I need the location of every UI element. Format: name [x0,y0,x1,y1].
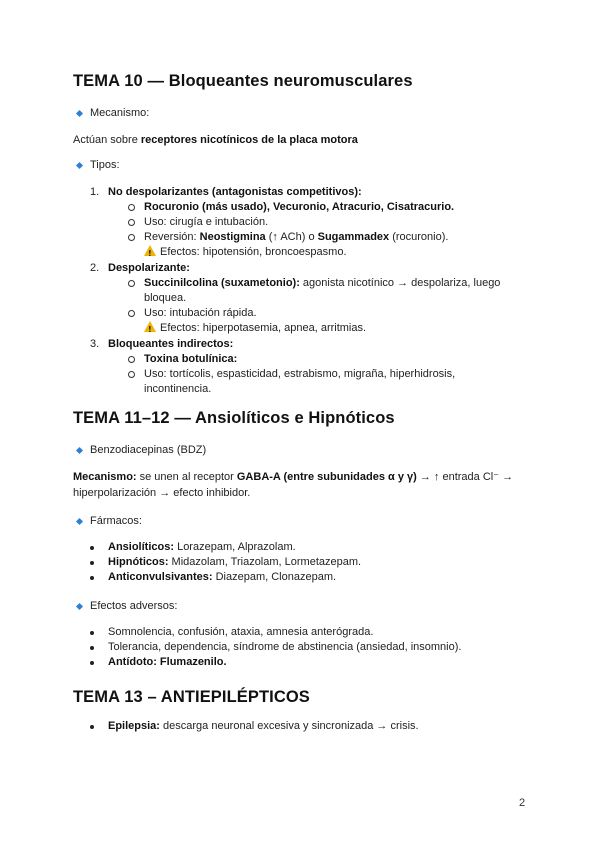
tipos-label: Tipos: [76,159,120,171]
mecanismo-label: Mecanismo: [76,107,149,119]
list-item-title: Despolarizante: [108,262,190,274]
farmacos-label: Fármacos: [76,515,142,527]
disc-bullet-icon [90,661,94,665]
list-number: 1. [90,186,100,198]
list-number: 2. [90,262,100,274]
disc-bullet-icon [90,576,94,580]
tema11-heading: TEMA 11–12 — Ansiolíticos e Hipnóticos [73,409,395,427]
adversos-label: Efectos adversos: [76,600,177,612]
list-number: 3. [90,338,100,350]
warning-line: !Efectos: hipotensión, broncoespasmo. [144,245,347,260]
diamond-bullet-icon [76,602,83,609]
circle-bullet-icon [128,371,135,378]
mecanismo-text: Actúan sobre receptores nicotínicos de la placa motora [73,134,358,146]
disc-bullet-icon [90,631,94,635]
bdz-label: Benzodiacepinas (BDZ) [76,444,206,456]
circle-bullet-icon [128,356,135,363]
list-item-title: Bloqueantes indirectos: [108,338,234,350]
diamond-bullet-icon [76,109,83,116]
disc-bullet-icon [90,561,94,565]
circle-bullet-icon [128,310,135,317]
list-item: Anticonvulsivantes: Diazepam, Clonazepam. [108,571,337,583]
disc-bullet-icon [90,646,94,650]
list-item: Tolerancia, dependencia, síndrome de abstinencia (ansiedad, insomnio). [108,641,462,653]
list-item-title: No despolarizantes (antagonistas competitivos): [108,186,362,198]
sub-item: Uso: intubación rápida. [144,307,257,319]
list-item: Epilepsia: descarga neuronal excesiva y sincronizada → crisis. [108,720,419,732]
diamond-bullet-icon [76,517,83,524]
sub-item: Succinilcolina (suxametonio): agonista nicotínico → despolariza, luego [144,277,501,289]
page-number: 2 [519,797,526,809]
diamond-bullet-icon [76,446,83,453]
disc-bullet-icon [90,725,94,729]
tema13-heading: TEMA 13 – ANTIEPILÉPTICOS [73,688,310,706]
sub-item: Reversión: Neostigmina (↑ ACh) o Sugammadex (rocuronio). [144,231,449,243]
diamond-bullet-icon [76,161,83,168]
warning-icon [144,245,156,256]
warning-icon [144,321,156,332]
list-item: Ansiolíticos: Lorazepam, Alprazolam. [108,541,296,553]
sub-item: Uso: tortícolis, espasticidad, estrabismo, migraña, hiperhidrosis, [144,368,456,380]
warning-line: !Efectos: hiperpotasemia, apnea, arritmias. [144,321,366,336]
list-item: Hipnóticos: Midazolam, Triazolam, Lormetazepam. [108,556,362,568]
circle-bullet-icon [128,280,135,287]
mecanismo-bdz-text: Mecanismo: se unen al receptor GABA-A (entre subunidades α y γ) → ↑ entrada Cl⁻ → hiperpolarización → efecto inhibidor. [73,471,514,499]
sub-item-continuation: incontinencia. [144,383,212,395]
list-item: Antídoto: Flumazenilo. [108,656,227,668]
sub-item: Uso: cirugía e intubación. [144,216,269,228]
tema10-heading: TEMA 10 — Bloqueantes neuromusculares [73,72,413,90]
circle-bullet-icon [128,219,135,226]
sub-item: Rocuronio (más usado), Vecuronio, Atracurio, Cisatracurio. [144,201,455,213]
circle-bullet-icon [128,234,135,241]
circle-bullet-icon [128,204,135,211]
list-item: Somnolencia, confusión, ataxia, amnesia anterógrada. [108,626,374,638]
disc-bullet-icon [90,546,94,550]
sub-item-continuation: bloquea. [144,292,187,304]
sub-item: Toxina botulínica: [144,353,238,365]
